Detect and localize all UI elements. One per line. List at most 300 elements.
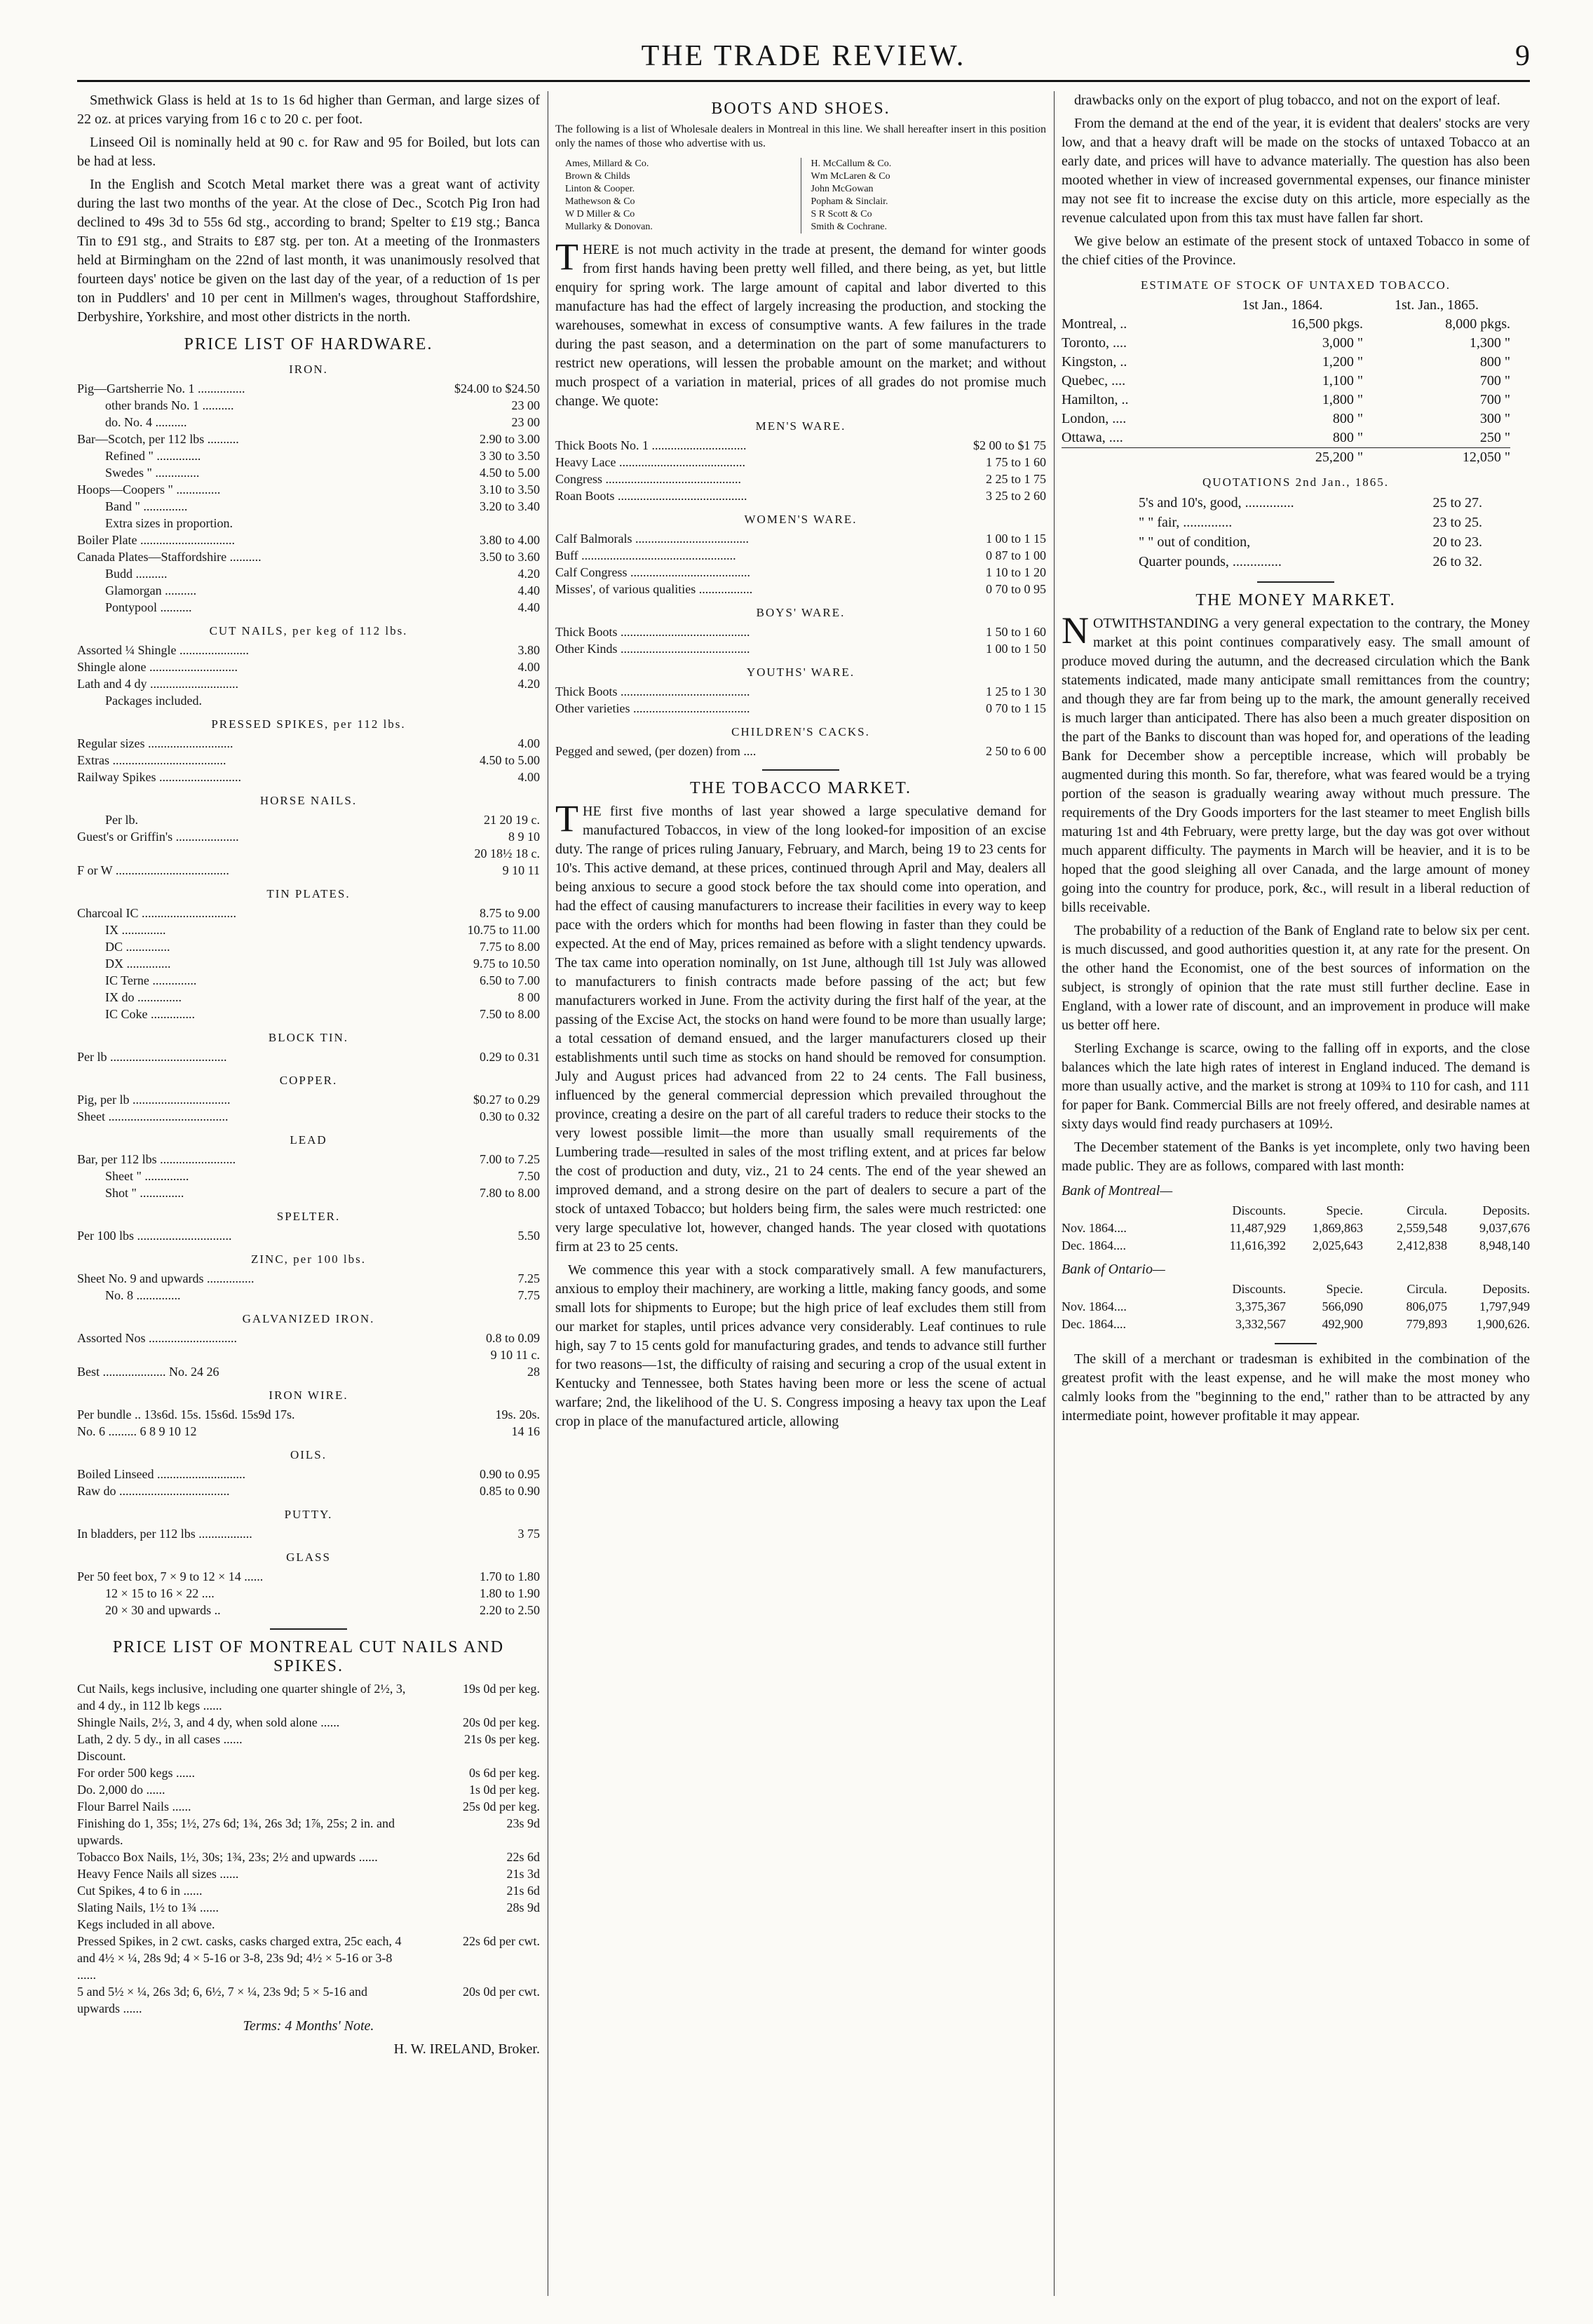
- item-price: 2 25 to 1 75: [985, 472, 1046, 486]
- item-price: 1 10 to 1 20: [985, 565, 1046, 579]
- tobacco-title: THE TOBACCO MARKET.: [689, 779, 911, 797]
- price-row: [77, 1184, 540, 1201]
- table-cell: [1062, 296, 1202, 315]
- item-price: 2 50 to 6 00: [985, 744, 1046, 758]
- price-row: [77, 1882, 540, 1899]
- dealer-name: Mathewson & Co: [565, 196, 635, 207]
- bank-header-cell: Specie.: [1326, 1203, 1363, 1217]
- table-cell: 250 ": [1479, 430, 1510, 445]
- item-price: 7.75 to 8.00: [479, 940, 540, 954]
- price-row: [77, 1815, 540, 1849]
- money-market-title: THE MONEY MARKET.: [1195, 591, 1396, 609]
- item-label: Per lb .....................................: [77, 1050, 227, 1064]
- item-price: 23s 9d: [506, 1816, 540, 1830]
- dealer-name: Smith & Cochrane.: [811, 222, 887, 232]
- bank-name: Bank of Montreal—: [1062, 1183, 1173, 1198]
- price-row: [77, 675, 540, 692]
- terms-note: Terms: 4 Months' Note.: [243, 2018, 374, 2034]
- price-row: [77, 905, 540, 921]
- item-price: 25s 0d per keg.: [463, 1799, 540, 1813]
- item-label: Bar—Scotch, per 112 lbs ..........: [77, 432, 239, 446]
- table-row: [1062, 428, 1530, 447]
- table-row: [1062, 353, 1530, 372]
- price-row: [77, 380, 540, 397]
- table-cell: London, ....: [1062, 411, 1127, 426]
- table-row: [1062, 296, 1530, 315]
- table-cell: Ottawa, ....: [1062, 430, 1123, 445]
- bank-cell: Nov. 1864....: [1062, 1221, 1127, 1235]
- item-price: 23 00: [511, 415, 540, 429]
- price-row: [555, 743, 1046, 759]
- dealer-list-left: [555, 158, 801, 234]
- item-label: IC Terne ..............: [105, 973, 197, 987]
- item-label: Per bundle .. 13s6d. 15s. 15s6d. 15s9d 17s.: [77, 1407, 295, 1421]
- item-label: No. 6 ......... 6 8 9 10 12: [77, 1424, 197, 1438]
- price-section-heading: BLOCK TIN.: [268, 1031, 349, 1044]
- price-row: [77, 1091, 540, 1108]
- dealer-name: Brown & Childs: [565, 171, 630, 182]
- quotation-price: 25 to 27.: [1432, 495, 1482, 511]
- item-label: Calf Balmorals ....................................: [555, 532, 749, 546]
- item-label: Per 50 feet box, 7 × 9 to 12 × 14 ......: [77, 1569, 264, 1583]
- price-row: [77, 989, 540, 1006]
- table-cell: 16,500 pkgs.: [1291, 316, 1363, 332]
- item-label: Finishing do 1, 35s; 1½, 27s 6d; 1¾, 26s 3d; 1⅞, 25s; 2 in. and upwards.: [77, 1816, 395, 1847]
- item-label: 20 × 30 and upwards ..: [105, 1603, 221, 1617]
- item-price: 3.80 to 4.00: [479, 533, 540, 547]
- item-price: 8 9 10: [508, 830, 540, 844]
- paragraph: NOTWITHSTANDING a very general expectation to the contrary, the Money market at this point continues comparatively easy. The small amount of produce moved during the autumn, and the decreased circulation which the Bank statements indicated, made many anticipate small remittances from the country; and though they are far from being up to the mark, the amount generally received is much larger than anticipated. There has also been a much greater disposition on the part of the Banks to discount than was hoped for, and operations of the leading Bank for December show a perceptible increase, which will probably be augmented during this month. So far, therefore, what was feared would be a trying portion of the season is gradually wearing away without much pressure. The requirements of the Dry Goods importers for the last steamer to meet English bills maturing 1st and 4th February, were pretty large, but the day was got over without much apparent difficulty. The payments in March will be heavier, and it is to be hoped that the good sleighing all over Canada, and the large amount of money going into the country for produce, pork, &c., will result in a liberal reduction of bills receivable.: [1062, 609, 1530, 915]
- item-label: do. No. 4 ..........: [105, 415, 187, 429]
- price-row: [77, 481, 540, 498]
- table-cell: 1,200 ": [1322, 354, 1363, 370]
- estimate-title: ESTIMATE OF STOCK OF UNTAXED TOBACCO.: [1141, 278, 1451, 292]
- item-price: 7.50 to 8.00: [479, 1007, 540, 1021]
- dealer-name: W D Miller & Co: [565, 209, 635, 219]
- table-row: [1062, 334, 1530, 353]
- item-price: 1.70 to 1.80: [479, 1569, 540, 1583]
- item-label: Charcoal IC ..............................: [77, 906, 236, 920]
- item-label: Thick Boots .........................................: [555, 625, 750, 639]
- price-section-heading: LEAD: [290, 1133, 327, 1147]
- dealer-name: Popham & Sinclair.: [811, 196, 888, 207]
- bank-header-cell: Deposits.: [1482, 1282, 1530, 1296]
- section-divider: [270, 1628, 347, 1630]
- item-label: Pontypool ..........: [105, 600, 192, 614]
- hardware-intro: [77, 91, 540, 327]
- price-row: [77, 548, 540, 565]
- item-price: 7.50: [517, 1169, 540, 1183]
- item-label: Roan Boots .........................................: [555, 489, 747, 503]
- price-row: [77, 1406, 540, 1423]
- item-label: Canada Plates—Staffordshire ..........: [77, 550, 262, 564]
- bank-header-row: [1062, 1281, 1530, 1298]
- price-row: [77, 1781, 540, 1798]
- price-row: [77, 1270, 540, 1287]
- price-row: [555, 487, 1046, 504]
- item-label: [77, 845, 407, 862]
- table-cell: 800 ": [1332, 430, 1363, 445]
- quotation-price: 20 to 23.: [1432, 534, 1482, 550]
- price-row: [77, 1048, 540, 1065]
- section-divider: [1257, 581, 1334, 583]
- price-row: [77, 1680, 540, 1714]
- bank-cell: 9,037,676: [1479, 1221, 1530, 1235]
- price-row: [77, 1916, 540, 1933]
- bank-cell: 8,948,140: [1479, 1238, 1530, 1252]
- price-row: [77, 1006, 540, 1022]
- price-row: [77, 565, 540, 582]
- bank-cell: 11,616,392: [1229, 1238, 1286, 1252]
- item-label: Thick Boots No. 1 ..............................: [555, 438, 747, 452]
- price-row: [77, 1466, 540, 1482]
- bank-cell: 806,075: [1406, 1299, 1447, 1313]
- item-label: Lath and 4 dy ............................: [77, 677, 238, 691]
- bank-header-cell: Circula.: [1406, 1282, 1447, 1296]
- price-row: [77, 599, 540, 616]
- item-price: 0.8 to 0.09: [485, 1331, 540, 1345]
- item-price: 1.80 to 1.90: [479, 1586, 540, 1600]
- bank-header-cell: Discounts.: [1232, 1203, 1286, 1217]
- item-label: Misses', of various qualities .................: [555, 582, 753, 596]
- bank-cell: 492,900: [1322, 1317, 1363, 1331]
- item-price: 0.29 to 0.31: [479, 1050, 540, 1064]
- item-label: For order 500 kegs ......: [77, 1766, 195, 1780]
- item-label: IC Coke ..............: [105, 1007, 195, 1021]
- item-label: Do. 2,000 do ......: [77, 1783, 165, 1797]
- table-cell: 8,000 pkgs.: [1445, 316, 1510, 332]
- item-price: 0.30 to 0.32: [479, 1109, 540, 1123]
- item-price: 3.80: [517, 643, 540, 657]
- dealer-name: S R Scott & Co: [811, 209, 872, 219]
- price-row: [77, 1346, 540, 1363]
- item-price: 0 87 to 1 00: [985, 548, 1046, 562]
- bank-header-row: [1062, 1202, 1530, 1220]
- item-price: 21s 6d: [506, 1884, 540, 1898]
- closing-paragraph: The skill of a merchant or tradesman is exhibited in the combination of the greatest profit with the least expense, and he will make the most money who calmly looks from the "beginning to the end," rather than to be attracted by any intermediate point, however profitable it may appear.: [1062, 1351, 1530, 1424]
- table-cell: 800 ": [1479, 354, 1510, 370]
- price-row: [77, 735, 540, 752]
- item-label: 5 and 5½ × ¼, 26s 3d; 6, 6½, 7 × ¼, 23s 9d; 5 × 5-16 and upwards ......: [77, 1985, 367, 2015]
- price-row: [77, 1482, 540, 1499]
- item-price: 3 25 to 2 60: [985, 489, 1046, 503]
- bank-cell: 1,900,626.: [1476, 1317, 1530, 1331]
- price-row: [77, 1568, 540, 1585]
- item-label: Lath, 2 dy. 5 dy., in all cases ......: [77, 1732, 243, 1746]
- item-label: Other Kinds .........................................: [555, 642, 750, 656]
- item-label: IX do ..............: [105, 990, 182, 1004]
- column-three: [1062, 91, 1530, 2296]
- price-row: [77, 1764, 540, 1781]
- paragraph: The December statement of the Banks is yet incomplete, only two having been made public. They are as follows, compared with last month:: [1062, 1140, 1530, 1174]
- price-row: [555, 530, 1046, 547]
- column-one: [77, 91, 540, 2296]
- price-section-heading: HORSE NAILS.: [259, 794, 358, 807]
- broker-signature: H. W. IRELAND, Broker.: [393, 2041, 540, 2057]
- column-two: [555, 91, 1046, 2296]
- item-label: Raw do ...................................: [77, 1484, 230, 1498]
- item-label: [77, 1346, 407, 1363]
- price-section-heading: CUT NAILS, per keg of 112 lbs.: [209, 624, 408, 637]
- price-row: [77, 845, 540, 862]
- paragraph: Sterling Exchange is scarce, owing to the falling off in exports, and the close balances which the late high rates of interest in England induced. The demand is more than usually active, and the market is strong at 109¾ to 110 for cash, and 111 for paper for Bank. Commercial Bills are not freely offered, and desirable names at sixty days would find ready purchasers at 109½.: [1062, 1041, 1530, 1132]
- item-label: In bladders, per 112 lbs .................: [77, 1527, 252, 1541]
- bank-header-cell: Specie.: [1326, 1282, 1363, 1296]
- price-row: [77, 1933, 540, 1983]
- price-row: [77, 515, 540, 532]
- price-row: [77, 828, 540, 845]
- item-label: F or W ....................................: [77, 863, 229, 877]
- price-section-heading: SPELTER.: [276, 1210, 341, 1223]
- item-price: 9.75 to 10.50: [473, 957, 540, 971]
- item-price: 7.00 to 7.25: [479, 1152, 540, 1166]
- price-section-heading: COPPER.: [279, 1074, 338, 1087]
- price-row: [77, 642, 540, 658]
- table-cell: 1st Jan., 1864.: [1242, 297, 1323, 313]
- table-cell: 1st. Jan., 1865.: [1395, 297, 1479, 313]
- item-label: Regular sizes ...........................: [77, 736, 233, 750]
- price-row: [77, 431, 540, 447]
- item-label: Heavy Fence Nails all sizes ......: [77, 1867, 239, 1881]
- item-label: 12 × 15 to 16 × 22 ....: [105, 1586, 215, 1600]
- dealer-name: Linton & Cooper.: [565, 184, 635, 194]
- table-row: [1062, 391, 1530, 410]
- price-row: [555, 564, 1046, 581]
- price-row: [77, 1731, 540, 1748]
- quotation-row: [1062, 513, 1530, 532]
- item-price: 3.10 to 3.50: [479, 482, 540, 496]
- price-row: [77, 397, 540, 414]
- dealer-name: Wm McLaren & Co: [811, 171, 890, 182]
- price-row: [555, 581, 1046, 597]
- item-price: 4.40: [517, 583, 540, 597]
- bank-cell: Nov. 1864....: [1062, 1299, 1127, 1313]
- bank-cell: 566,090: [1322, 1299, 1363, 1313]
- paragraph: Smethwick Glass is held at 1s to 1s 6d higher than German, and large sizes of 22 oz. at prices varying from 16 c to 20 c. per foot.: [77, 93, 540, 127]
- item-label: Congress ...........................................: [555, 472, 741, 486]
- price-row: [77, 1151, 540, 1168]
- price-row: [555, 700, 1046, 717]
- item-label: Swedes " ..............: [105, 466, 200, 480]
- item-label: Boiler Plate ..............................: [77, 533, 235, 547]
- item-label: Boiled Linseed ............................: [77, 1467, 245, 1481]
- price-row: [77, 464, 540, 481]
- price-section-heading: OILS.: [290, 1448, 327, 1461]
- item-label: Cut Spikes, 4 to 6 in ......: [77, 1884, 203, 1898]
- price-row: [77, 862, 540, 879]
- quotation-row: [1062, 552, 1530, 572]
- item-price: 20 18½ 18 c.: [474, 846, 540, 860]
- price-row: [77, 1363, 540, 1380]
- item-label: DC ..............: [105, 940, 170, 954]
- price-row: [77, 1714, 540, 1731]
- bank-header-cell: [1062, 1281, 1188, 1298]
- price-row: [555, 471, 1046, 487]
- price-section-heading: GALVANIZED IRON.: [242, 1312, 375, 1325]
- item-label: Extra sizes in proportion.: [105, 516, 233, 530]
- boots-body: THERE is not much activity in the trade at present, the demand for winter goods from first hands having been pretty well filled, and there being, as yet, but little enquiry for spring work. The large amount of capital and labor diverted to this manufacture has had the effect of largely increasing the production, and stocking the warehouses, somewhat in excess of consumptive wants. A few failures in the trade during the past season, and a determination on the part of some manufacturers to restrict new operations, will lessen the probable amount on the market; and without much prospect of a variation in material, prices of all grades do not promise much change. We quote:: [555, 236, 1046, 409]
- price-row: [77, 1227, 540, 1244]
- item-label: IX ..............: [105, 923, 166, 937]
- price-row: [77, 1899, 540, 1916]
- item-price: 7.75: [517, 1288, 540, 1302]
- item-label: Railway Spikes ..........................: [77, 770, 241, 784]
- paragraph: We commence this year with a stock comparatively small. A few manufacturers, anxious to employ their machinery, are working a little, making fancy goods, and some small lots for shipments to Europe; but the high price of leaf excludes them still from our market for staples, until prices advance very considerably. Leaf continues to rule high, say 7 to 15 cents gold for manufacturing grades, and tends to advance still further for two reasons—1st, the difficulty of raising and securing a crop of the usual extent in Kentucky and Tennessee, both States having been more or less the scene of actual warfare; 2nd, the likelihood of the U. S. Congress imposing a heavy tax upon the Leaf crop in place of the manufactured article, allowing: [555, 1262, 1046, 1429]
- item-price: $0.27 to 0.29: [473, 1093, 540, 1107]
- item-price: 2.90 to 3.00: [479, 432, 540, 446]
- item-price: 6.50 to 7.00: [479, 973, 540, 987]
- price-row: [555, 683, 1046, 700]
- item-price: 23 00: [511, 398, 540, 412]
- item-price: 7.25: [517, 1271, 540, 1285]
- table-row: [1062, 372, 1530, 391]
- price-row: [77, 414, 540, 431]
- table-cell: Hamilton, ..: [1062, 392, 1129, 407]
- bank-cell: 11,487,929: [1229, 1221, 1286, 1235]
- paragraph: THE first five months of last year showed a large speculative demand for manufactured Tobaccos, in view of the long looked-for imposition of an excise duty. The range of prices ruling January, February, and March, being 19 to 23 cents for 10's. This active demand, at these prices, continued through April and May, dealers all being anxious to secure a good stock before the tax should come into operation, and had the effect of causing manufacturers to increase their facilities in every way to keep pace with the orders which for months had been flowing in faster than they could be expected. At the end of May, prices remained as before with a slight tendency upwards. The tax came into operation nominally, on 1st June, although till 1st July was allowed to manufacturers to finish contracts made before passing of the act; but few manufacturers worked in June. From the activity during the first half of the year, at the passing of the Excise Act, the stocks on hand were found to be more than usually large; a total cessation of demand ensued, and the larger manufacturers closed up their establishments until such time as stocks on hand should be removed for consumption. July and August prices had advanced from 22 to 24 cents. The Fall business, influenced by the general commercial depression which prevailed throughout the province, creating a desire on the part of all careful traders to reduce their stocks to the very lowest possible limit—the more than usually small requirements of the Lumbering trade—resulted in sales of the most trifling extent, and at prices far below the cost of production and duty, viz., 21 to 24 cents. The end of the year shewed an improved demand, and a strong desire on the part of dealers to secure a part of the stock of untaxed Tobacco; but holders being firm, the sales were much restricted: one very large speculative lot, however, changed hands. The year closed with quotations firm at 23 to 25 cents.: [555, 797, 1046, 1255]
- item-label: Discount.: [77, 1749, 126, 1763]
- price-row: [77, 955, 540, 972]
- hardware-price-list: [77, 360, 540, 1619]
- boots-title: BOOTS AND SHOES.: [711, 100, 890, 118]
- item-price: 10.75 to 11.00: [467, 923, 540, 937]
- item-price: 3.50 to 3.60: [479, 550, 540, 564]
- dealer-list-right: [801, 158, 1047, 234]
- item-label: Guest's or Griffin's ....................: [77, 830, 239, 844]
- item-price: 1 00 to 1 15: [985, 532, 1046, 546]
- item-label: Glamorgan ..........: [105, 583, 197, 597]
- item-label: Pressed Spikes, in 2 cwt. casks, casks charged extra, 25c each, 4 and 4½ × ¼, 28s 9d; 4 × 5-16 or 3-8, 23s 9d; 4½ × 5-16 or 3-8 ......: [77, 1934, 402, 1982]
- item-label: Kegs included in all above.: [77, 1917, 215, 1931]
- dealer-name: H. McCallum & Co.: [811, 158, 892, 169]
- item-price: 19s. 20s.: [495, 1407, 540, 1421]
- price-row: [77, 921, 540, 938]
- price-row: [77, 811, 540, 828]
- item-label: Sheet " ..............: [105, 1169, 189, 1183]
- ware-heading: CHILDREN'S CACKS.: [731, 725, 870, 738]
- quotation-row: [1062, 493, 1530, 513]
- column-rule: [1054, 91, 1055, 2296]
- item-label: Budd ..........: [105, 567, 168, 581]
- item-price: 1s 0d per keg.: [469, 1783, 540, 1797]
- item-label: Best .................... No. 24 26: [77, 1365, 219, 1379]
- table-cell: 1,100 ": [1322, 373, 1363, 389]
- item-label: Sheet No. 9 and upwards ...............: [77, 1271, 255, 1285]
- bank-cell: 779,893: [1406, 1317, 1447, 1331]
- bank-cell: 2,559,548: [1397, 1221, 1447, 1235]
- item-label: Hoops—Coopers " ..............: [77, 482, 221, 496]
- price-row: [77, 692, 540, 709]
- price-section-heading: IRON.: [289, 363, 328, 376]
- paragraph: drawbacks only on the export of plug tobacco, and not on the export of leaf.: [1074, 93, 1500, 108]
- bank-row: [1062, 1237, 1530, 1255]
- item-price: 4.50 to 5.00: [479, 753, 540, 767]
- bank-cell: 1,869,863: [1313, 1221, 1363, 1235]
- page-title: THE TRADE REVIEW.: [641, 40, 966, 72]
- item-price: 20s 0d per keg.: [463, 1715, 540, 1729]
- item-price: 4.50 to 5.00: [479, 466, 540, 480]
- item-label: Slating Nails, 1½ to 1¾ ......: [77, 1900, 219, 1914]
- item-price: 0 70 to 0 95: [985, 582, 1046, 596]
- price-section-heading: PRESSED SPIKES, per 112 lbs.: [211, 717, 406, 731]
- item-label: Refined " ..............: [105, 449, 201, 463]
- price-section-heading: ZINC, per 100 lbs.: [251, 1252, 366, 1266]
- price-row: [555, 640, 1046, 657]
- table-cell: 3,000 ": [1322, 335, 1363, 351]
- quotation-price: 26 to 32.: [1432, 554, 1482, 569]
- price-row: [77, 1525, 540, 1542]
- paragraph: The probability of a reduction of the Bank of England rate to below six per cent. is much discussed, and good authorities question it, at any rate for the present. On the other hand the Economist, one of the best sources of information on the subject, is strongly of opinion that the rate must still further decline. Ease in England, with a lower rate of discount, and an improvement in produce will make us better off here.: [1062, 923, 1530, 1033]
- item-price: 19s 0d per keg.: [463, 1682, 540, 1696]
- item-label: Flour Barrel Nails ......: [77, 1799, 191, 1813]
- bank-row: [1062, 1220, 1530, 1237]
- item-label: other brands No. 1 ..........: [105, 398, 234, 412]
- item-label: Band " ..............: [105, 499, 188, 513]
- nails-price-list-title: PRICE LIST OF MONTREAL CUT NAILS AND SPIKES.: [112, 1638, 505, 1675]
- price-section-heading: GLASS: [286, 1551, 331, 1564]
- item-label: DX ..............: [105, 957, 171, 971]
- item-price: 9 10 11: [502, 863, 540, 877]
- price-row: [77, 498, 540, 515]
- item-price: 5.50: [517, 1229, 540, 1243]
- bank-statements: [1062, 1182, 1530, 1333]
- item-price: 20s 0d per cwt.: [463, 1985, 540, 1999]
- item-label: Assorted ¼ Shingle ......................: [77, 643, 249, 657]
- item-price: 2.20 to 2.50: [479, 1603, 540, 1617]
- tobacco-article: [555, 797, 1046, 1431]
- item-price: 0s 6d per keg.: [469, 1766, 540, 1780]
- table-cell: 800 ": [1332, 411, 1363, 426]
- item-price: 0.90 to 0.95: [479, 1467, 540, 1481]
- tobacco-continued: [1062, 91, 1530, 270]
- price-section-heading: IRON WIRE.: [269, 1389, 348, 1402]
- price-row: [77, 752, 540, 769]
- item-label: Per 100 lbs ..............................: [77, 1229, 232, 1243]
- ware-heading: MEN'S WARE.: [755, 419, 846, 433]
- page-number: 9: [1515, 40, 1530, 72]
- item-price: 4.00: [517, 770, 540, 784]
- paragraph: In the English and Scotch Metal market there was a great want of activity during the last two months of the year. At the close of Dec., Scotch Pig Iron had declined to 49s 3d to 55s 6d stg., according to brand; Spelter to £19 stg.; Banca Tin to £91 stg., and Straits to £87 stg. per ton. At a meeting of the Ironmasters held at Birmingham on the 22nd of last month, it was unanimously resolved that fourteen days' notice be given on the last day of the year, of a reduction of 1s per ton in Puddlers' and 10 per cent in Millmen's wages, throughout Staffordshire, Derbyshire, Yorkshire, and most other districts in the north.: [77, 177, 540, 325]
- section-divider: [1275, 1343, 1317, 1344]
- ware-heading: YOUTHS' WARE.: [746, 666, 855, 679]
- table-cell: Toronto, ....: [1062, 335, 1127, 351]
- paragraph: From the demand at the end of the year, it is evident that dealers' stocks are very low, and that a heavy draft will be made on the stocks of untaxed Tobacco at an early date, and prices will have to advance materially. The question has also been mooted whether in view of increased governmental expenses, our finance minister may not see fit to increase the excise duty on this article, more especially as the revenue calculated upon from this tax must have fallen far short.: [1062, 116, 1530, 226]
- item-price: 21 20 19 c.: [484, 813, 540, 827]
- price-row: [77, 532, 540, 548]
- item-price: 3 30 to 3.50: [479, 449, 540, 463]
- item-price: 7.80 to 8.00: [479, 1186, 540, 1200]
- ware-heading: WOMEN'S WARE.: [744, 513, 857, 526]
- price-row: [77, 1585, 540, 1602]
- quotation-label: " " out of condition,: [1139, 534, 1251, 550]
- quotations-title: QUOTATIONS 2nd Jan., 1865.: [1202, 475, 1389, 489]
- dealer-name: John McGowan: [811, 184, 874, 194]
- item-label: Buff .................................................: [555, 548, 736, 562]
- bank-row: [1062, 1298, 1530, 1316]
- item-price: 0 70 to 1 15: [985, 701, 1046, 715]
- bank-header-cell: [1062, 1202, 1188, 1220]
- item-price: $2 00 to $1 75: [972, 438, 1046, 452]
- item-price: 21s 0s per keg.: [464, 1732, 540, 1746]
- estimate-table: [1062, 296, 1530, 467]
- item-label: Other varieties .....................................: [555, 701, 750, 715]
- price-row: [77, 1798, 540, 1815]
- item-label: Packages included.: [105, 694, 202, 708]
- ware-heading: BOYS' WARE.: [756, 606, 846, 619]
- dealer-list: [555, 158, 1046, 234]
- boots-price-list: [555, 417, 1046, 759]
- item-price: 22s 6d: [506, 1850, 540, 1864]
